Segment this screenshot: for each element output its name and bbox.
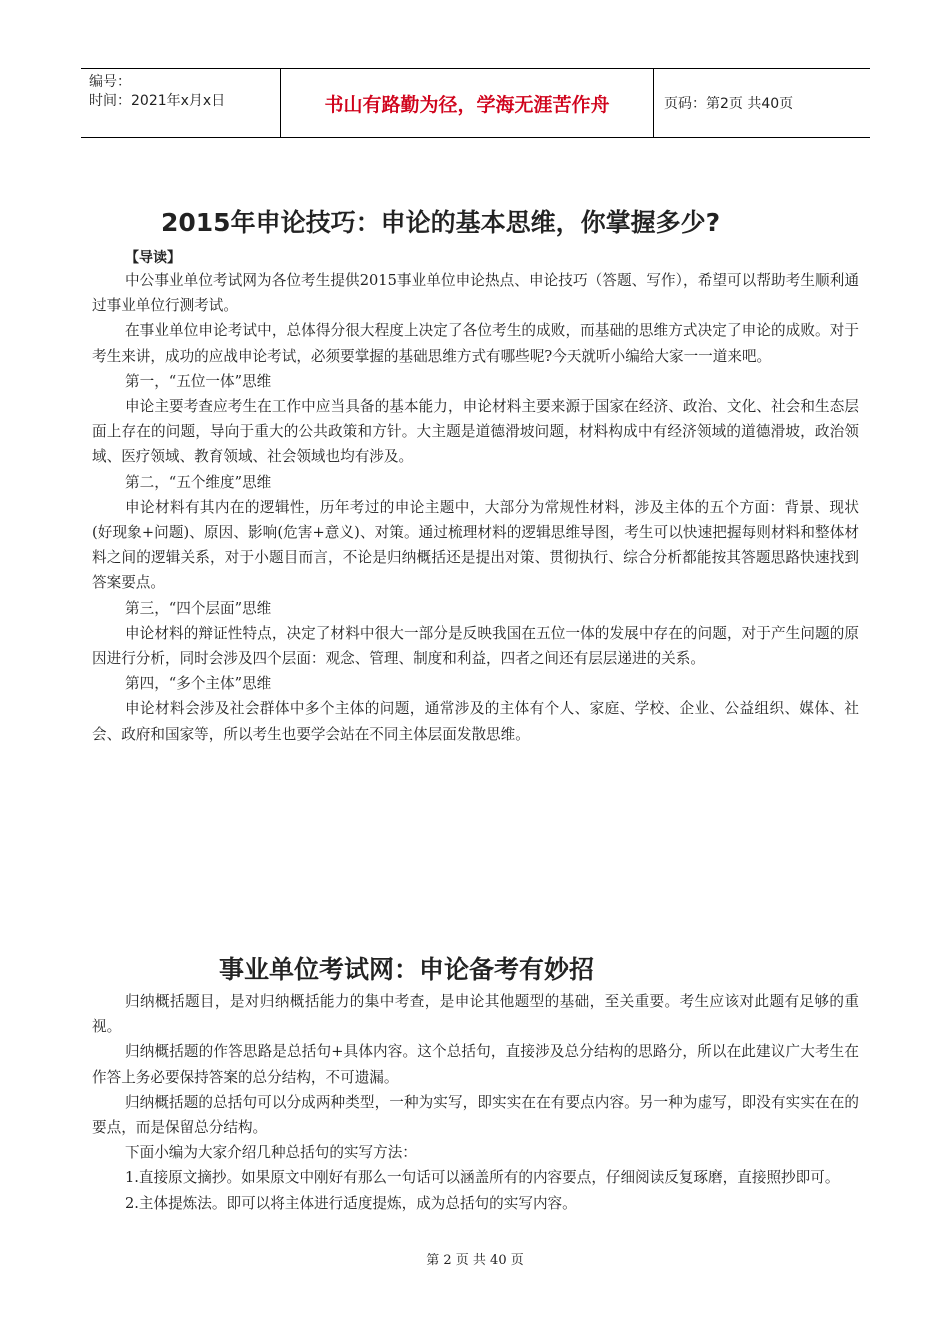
article1-body — [92, 268, 859, 747]
header-motto: 书山有路勤为径，学海无涯苦作舟 — [281, 69, 654, 137]
article2-paragraph: 归纳概括题的总括句可以分成两种类型，一种为实写，即实实在在有要点内容。另一种为虚写，即没有实实在在的要点，而是保留总分结构。 — [92, 1093, 859, 1137]
article1-paragraph: 第二，“五个维度”思维 — [125, 473, 272, 491]
article2-body — [92, 989, 859, 1216]
time-label: 时间：2021年x月x日 — [89, 93, 226, 109]
page-footer: 第 2 页 共 40 页 — [426, 1253, 524, 1268]
article1-paragraph: 第一，“五位一体”思维 — [125, 372, 272, 390]
number-label: 编号： — [89, 74, 131, 90]
article1-paragraph: 在事业单位申论考试中，总体得分很大程度上决定了各位考生的成败，而基础的思维方式决定了申论的成败。对于考生来讲，成功的应战申论考试，必须要掌握的基础思维方式有哪些呢?今天就听小编给大家一一道来吧。 — [92, 322, 859, 365]
article1-paragraph: 中公事业单位考试网为各位考生提供2015事业单位申论热点、申论技巧（答题、写作），希望可以帮助考生顺利通过事业单位行测考试。 — [92, 272, 859, 315]
article2-paragraph: 2.主体提炼法。即可以将主体进行适度提炼，成为总括句的实写内容。 — [125, 1194, 577, 1212]
article1-paragraph: 申论材料会涉及社会群体中多个主体的问题，通常涉及的主体有个人、家庭、学校、企业、公益组织、媒体、社会、政府和国家等，所以考生也要学会站在不同主体层面发散思维。 — [92, 700, 859, 743]
article2-paragraph: 1.直接原文摘抄。如果原文中刚好有那么一句话可以涵盖所有的内容要点，仔细阅读反复琢磨，直接照抄即可。 — [125, 1169, 840, 1187]
article1-paragraph: 第三，“四个层面”思维 — [125, 599, 272, 617]
article2-paragraph: 归纳概括题目，是对归纳概括能力的集中考查，是申论其他题型的基础，至关重要。考生应该对此题有足够的重视。 — [92, 993, 859, 1036]
article2-title: 事业单位考试网：申论备考有妙招 — [219, 955, 595, 984]
lead-label: 【导读】 — [125, 250, 181, 266]
article1-paragraph: 申论材料有其内在的逻辑性，历年考过的申论主题中，大部分为常规性材料，涉及主体的五个方面：背景、现状(好现象+问题)、原因、影响(危害+意义)、对策。通过梳理材料的逻辑思维导图，考生可以快速把握每则材料和整体材料之间的逻辑关系，对于小题目而言，不论是归纳概括还是提出对策、贯彻执行、综合分析都能按其答题思路快速找到答案要点。 — [92, 498, 859, 592]
header-page-label: 页码：第2页 共40页 — [664, 96, 794, 112]
article1-paragraph: 申论主要考查应考生在工作中应当具备的基本能力，申论材料主要来源于国家在经济、政治、文化、社会和生态层面上存在的问题，导向于重大的公共政策和方针。大主题是道德滑坡问题，材料构成中有经济领域的道德滑坡，政治领域、医疗领域、教育领域、社会领域也均有涉及。 — [92, 398, 859, 466]
article1-paragraph: 第四，“多个主体”思维 — [125, 675, 272, 693]
article2-paragraph: 下面小编为大家介绍几种总括句的实写方法： — [125, 1144, 417, 1162]
page-header — [81, 68, 870, 138]
article1-title: 2015年申论技巧：申论的基本思维，你掌握多少? — [161, 208, 721, 237]
article2-paragraph: 归纳概括题的作答思路是总括句+具体内容。这个总括句，直接涉及总分结构的思路分，所以在此建议广大考生在作答上务必要保持答案的总分结构，不可遗漏。 — [92, 1043, 859, 1086]
header-meta — [81, 69, 281, 137]
article1-paragraph: 申论材料的辩证性特点，决定了材料中很大一部分是反映我国在五位一体的发展中存在的问题，对于产生问题的原因进行分析，同时会涉及四个层面：观念、管理、制度和利益，四者之间还有层层递进的关系。 — [92, 624, 859, 668]
